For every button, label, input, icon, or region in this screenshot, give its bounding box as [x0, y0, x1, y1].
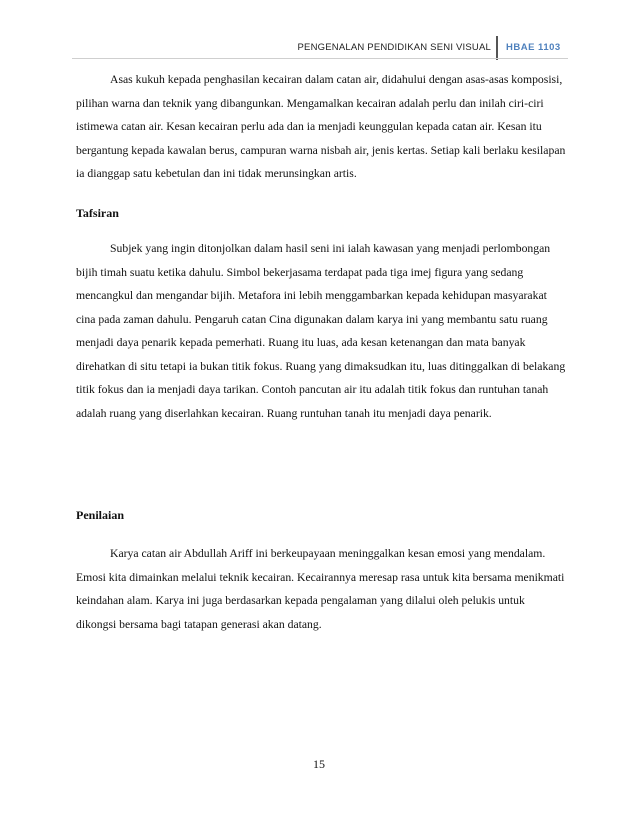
page-number: 15 [313, 757, 325, 771]
header-title: PENGENALAN PENDIDIKAN SENI VISUAL [297, 42, 491, 53]
course-code: HBAE 1103 [506, 42, 561, 53]
tafsiran-paragraph: Subjek yang ingin ditonjolkan dalam hasil seni ini ialah kawasan yang menjadi perlombongan bijih timah suatu ketika dahulu. Simbol bekerjasama terdapat pada tiga imej figura yang sedang mencangkul dan mengandar bijih. Metafora ini lebih menggambarkan kepada kehidupan masyarakat cina pada zaman dahulu. Pengaruh catan Cina digunakan dalam karya ini yang membantu satu ruang menjadi daya penarik kepada pemerhati. Ruang itu luas, ada kesan ketenangan dan mata banyak direhatkan di situ tetapi ia bukan titik fokus. Ruang yang dimaksudkan itu, luas ditinggalkan di belakang titik fokus dan ia menjadi daya tarikan. Contoh pancutan air itu adalah titik fokus dan runtuhan tanah adalah ruang yang diserlahkan kecairan. Ruang runtuhan tanah itu menjadi daya penarik. [76, 242, 566, 420]
page-header [0, 36, 638, 58]
intro-paragraph: Asas kukuh kepada penghasilan kecairan dalam catan air, didahului dengan asas-asas komposisi, pilihan warna dan teknik yang dibangunkan. Mengamalkan kecairan adalah perlu dan inilah ciri-ciri istimewa catan air. Kesan kecairan perlu ada dan ia menjadi keunggulan kepada catan air. Kesan itu bergantung kepada kawalan berus, campuran warna nisbah air, jenis kertas. Setiap kali berlaku kesilapan ia dianggap satu kebetulan dan ini tidak merunsingkan artis. [76, 73, 566, 180]
penilaian-paragraph: Karya catan air Abdullah Ariff ini berkeupayaan meninggalkan kesan emosi yang mendalam. Emosi kita dimainkan melalui teknik kecairan. Kecairannya meresap rasa untuk kita bersama menikmati keindahan alam. Karya ini juga berdasarkan kepada pengalaman yang dilalui oleh pelukis untuk dikongsi bersama bagi tatapan generasi akan datang. [76, 547, 565, 631]
header-rule [72, 58, 568, 59]
tafsiran-heading: Tafsiran [76, 206, 119, 220]
penilaian-heading: Penilaian [76, 508, 125, 522]
header-divider [496, 36, 498, 60]
